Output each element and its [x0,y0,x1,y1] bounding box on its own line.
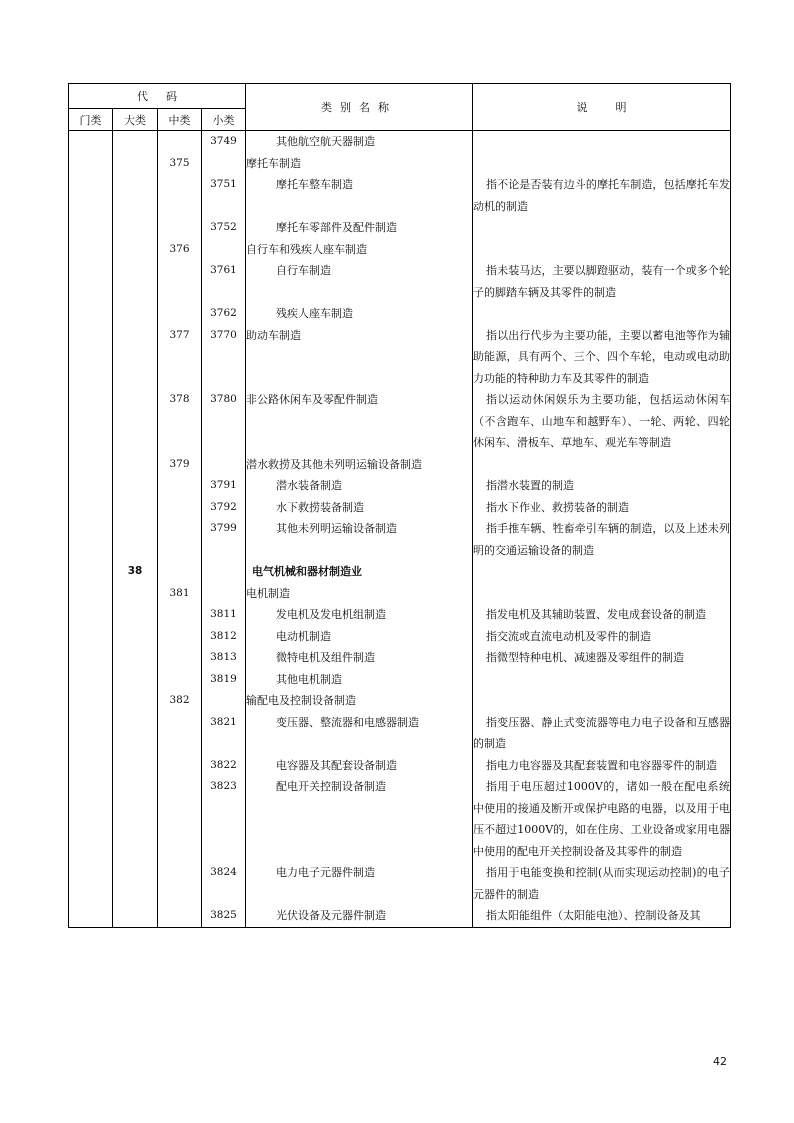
category-name-cell: 其他电机制造 [246,669,473,691]
men-cell [69,260,113,303]
zhong-cell [158,260,202,303]
men-cell [69,583,113,605]
xiao-cell: 3823 [202,776,246,862]
da-cell [113,626,158,648]
zhong-cell [158,862,202,905]
table-row [69,131,731,153]
explanation-cell: 指以运动休闲娱乐为主要功能，包括运动休闲车（不含跑车、山地车和越野车）、一轮、两轮、四轮休闲车、滑板车、草地车、观光车等制造 [473,389,731,454]
category-name-cell: 输配电及控制设备制造 [246,690,473,712]
table-row [69,454,731,476]
table-row [69,669,731,691]
xiao-cell: 3813 [202,647,246,669]
explanation-cell: 指发电机及其辅助装置、发电成套设备的制造 [473,604,731,626]
table-row [69,690,731,712]
table-row [69,153,731,175]
category-name-cell: 摩托车整车制造 [246,174,473,217]
explanation-cell [473,454,731,476]
table-row [69,647,731,669]
men-cell [69,475,113,497]
classification-table [68,83,731,928]
page-number: 42 [713,1055,727,1068]
da-cell [113,260,158,303]
zhong-cell [158,497,202,519]
category-name-cell: 潜水救捞及其他未列明运输设备制造 [246,454,473,476]
xiao-cell [202,454,246,476]
table-row [69,260,731,303]
category-name-cell: 变压器、整流器和电感器制造 [246,712,473,755]
category-name-cell: 微特电机及组件制造 [246,647,473,669]
zhong-cell [158,174,202,217]
xiao-cell: 3825 [202,905,246,927]
zhong-cell: 377 [158,325,202,390]
zhong-cell [158,776,202,862]
table-row [69,561,731,583]
explanation-cell: 指水下作业、救捞装备的制造 [473,497,731,519]
da-cell [113,131,158,153]
da-cell [113,862,158,905]
explanation-cell [473,217,731,239]
men-cell [69,239,113,261]
da-cell [113,497,158,519]
xiao-cell [202,239,246,261]
da-cell [113,217,158,239]
da-cell [113,518,158,561]
xiao-cell [202,561,246,583]
men-cell [69,776,113,862]
da-cell [113,604,158,626]
category-name-cell: 助动车制造 [246,325,473,390]
men-cell [69,561,113,583]
explanation-cell: 指手推车辆、牲畜牵引车辆的制造，以及上述未列明的交通运输设备的制造 [473,518,731,561]
zhong-cell: 379 [158,454,202,476]
zhong-cell: 378 [158,389,202,454]
zhong-cell [158,669,202,691]
table-row [69,518,731,561]
table-row [69,217,731,239]
xiao-cell: 3811 [202,604,246,626]
zhong-cell [158,712,202,755]
men-cell [69,131,113,153]
xiao-cell: 3770 [202,325,246,390]
xiao-cell: 3822 [202,755,246,777]
explanation-cell [473,690,731,712]
xiao-cell: 3761 [202,260,246,303]
zhong-cell [158,217,202,239]
da-cell [113,389,158,454]
xiao-cell: 3821 [202,712,246,755]
men-cell [69,217,113,239]
xiao-cell: 3812 [202,626,246,648]
table-row [69,174,731,217]
category-name-header: 类别名称 [246,84,473,131]
category-name-cell: 摩托车制造 [246,153,473,175]
da-cell [113,153,158,175]
category-name-cell: 摩托车零部件及配件制造 [246,217,473,239]
category-name-cell: 残疾人座车制造 [246,303,473,325]
zhong-cell [158,475,202,497]
xiao-cell: 3791 [202,475,246,497]
da-cell [113,776,158,862]
zhong-cell: 375 [158,153,202,175]
da-cell [113,905,158,927]
zhong-cell [158,561,202,583]
table-row [69,389,731,454]
da-cell [113,690,158,712]
da-cell [113,647,158,669]
da-cell [113,669,158,691]
xiao-cell: 3749 [202,131,246,153]
zhong-header: 中类 [158,109,202,131]
category-name-cell: 光伏设备及元器件制造 [246,905,473,927]
zhong-cell: 382 [158,690,202,712]
xiao-header: 小类 [202,109,246,131]
men-cell [69,604,113,626]
zhong-cell: 376 [158,239,202,261]
category-name-cell: 电力电子元器件制造 [246,862,473,905]
men-header: 门类 [69,109,113,131]
men-cell [69,389,113,454]
da-cell [113,475,158,497]
category-name-cell: 电容器及其配套设备制造 [246,755,473,777]
men-cell [69,497,113,519]
men-cell [69,647,113,669]
explanation-cell [473,303,731,325]
explanation-cell: 指交流或直流电动机及零件的制造 [473,626,731,648]
zhong-cell [158,131,202,153]
xiao-cell: 3799 [202,518,246,561]
explanation-cell [473,669,731,691]
category-name-cell: 配电开关控制设备制造 [246,776,473,862]
xiao-cell: 3792 [202,497,246,519]
men-cell [69,712,113,755]
xiao-cell: 3752 [202,217,246,239]
xiao-cell: 3751 [202,174,246,217]
men-cell [69,303,113,325]
men-cell [69,174,113,217]
zhong-cell [158,755,202,777]
category-name-cell: 其他未列明运输设备制造 [246,518,473,561]
zhong-cell [158,647,202,669]
explanation-cell: 指潜水装置的制造 [473,475,731,497]
zhong-cell [158,604,202,626]
xiao-cell [202,690,246,712]
explanation-cell: 指用于电压超过1000V的，诸如一般在配电系统中使用的接通及断开或保护电路的电器，以及用于电压不超过1000V的，如在住房、工业设备或家用电器中使用的配电开关控制设备及其零件的制造 [473,776,731,862]
zhong-cell [158,905,202,927]
category-name-cell: 电气机械和器材制造业 [246,561,473,583]
explanation-cell: 指未装马达，主要以脚蹬驱动，装有一个或多个轮子的脚踏车辆及其零件的制造 [473,260,731,303]
category-name-cell: 潜水装备制造 [246,475,473,497]
da-cell [113,454,158,476]
table-row [69,497,731,519]
xiao-cell [202,153,246,175]
table-row [69,604,731,626]
category-name-cell: 非公路休闲车及零配件制造 [246,389,473,454]
xiao-cell [202,583,246,605]
explanation-cell: 指太阳能组件（太阳能电池）、控制设备及其 [473,905,731,927]
table-body [69,131,731,928]
men-cell [69,905,113,927]
category-name-cell: 水下救捞装备制造 [246,497,473,519]
men-cell [69,690,113,712]
table-header [69,84,731,131]
table-row [69,475,731,497]
explanation-cell [473,153,731,175]
xiao-cell: 3824 [202,862,246,905]
zhong-cell [158,626,202,648]
table-row [69,862,731,905]
da-cell [113,303,158,325]
explanation-cell [473,561,731,583]
table-row [69,712,731,755]
category-name-cell: 电机制造 [246,583,473,605]
explanation-cell: 指变压器、静止式变流器等电力电子设备和互感器的制造 [473,712,731,755]
explanation-cell: 指以出行代步为主要功能，主要以蓄电池等作为辅助能源，具有两个、三个、四个车轮，电动或电动助力功能的特种助力车及其零件的制造 [473,325,731,390]
category-name-cell: 发电机及发电机组制造 [246,604,473,626]
xiao-cell: 3762 [202,303,246,325]
da-cell [113,239,158,261]
men-cell [69,153,113,175]
men-cell [69,755,113,777]
explanation-cell [473,131,731,153]
explanation-cell: 指不论是否装有边斗的摩托车制造，包括摩托车发动机的制造 [473,174,731,217]
explanation-cell: 指微型特种电机、减速器及零组件的制造 [473,647,731,669]
da-header: 大类 [113,109,158,131]
explanation-header: 说明 [473,84,731,131]
explanation-cell: 指电力电容器及其配套装置和电容器零件的制造 [473,755,731,777]
code-header: 代码 [69,84,246,109]
category-name-cell: 电动机制造 [246,626,473,648]
table-row [69,583,731,605]
da-cell [113,712,158,755]
table-row [69,776,731,862]
da-cell [113,325,158,390]
men-cell [69,669,113,691]
category-name-cell: 其他航空航天器制造 [246,131,473,153]
explanation-cell [473,583,731,605]
men-cell [69,325,113,390]
table-row [69,626,731,648]
xiao-cell: 3780 [202,389,246,454]
explanation-cell [473,239,731,261]
zhong-cell [158,303,202,325]
table-row [69,239,731,261]
explanation-cell: 指用于电能变换和控制(从而实现运动控制)的电子元器件的制造 [473,862,731,905]
table-row [69,755,731,777]
table-row [69,325,731,390]
category-name-cell: 自行车制造 [246,260,473,303]
men-cell [69,862,113,905]
men-cell [69,518,113,561]
xiao-cell: 3819 [202,669,246,691]
table-row [69,905,731,927]
category-name-cell: 自行车和残疾人座车制造 [246,239,473,261]
zhong-cell: 381 [158,583,202,605]
zhong-cell [158,518,202,561]
men-cell [69,454,113,476]
da-cell [113,755,158,777]
da-cell [113,174,158,217]
men-cell [69,626,113,648]
da-cell [113,583,158,605]
table-row [69,303,731,325]
da-cell: 38 [113,561,158,583]
